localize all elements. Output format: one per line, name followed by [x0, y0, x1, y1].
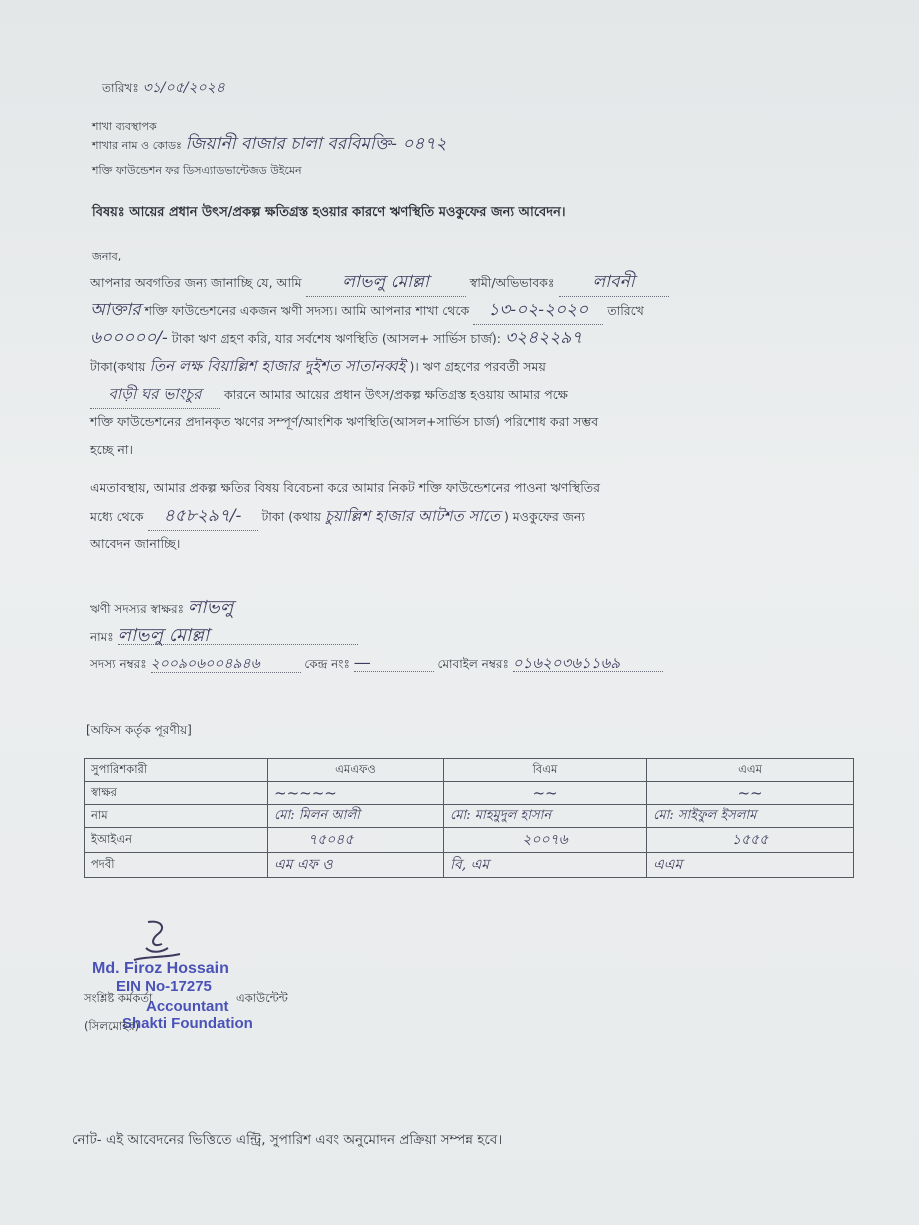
text: শক্তি ফাউন্ডেশনের একজন ঋণী সদস্য। আমি আপনার শাখা থেকে	[144, 303, 470, 318]
stamp-title: Accountant	[146, 998, 229, 1015]
mobile-number: ০১৬২০৩৬১১৬৯	[513, 655, 663, 672]
text: টাকা(কথায়	[90, 359, 146, 374]
body-line-3	[90, 324, 582, 353]
table-row	[85, 782, 854, 805]
applicant-name: লাভলু মোল্লা	[306, 268, 466, 297]
guardian-name: লাবনী	[559, 268, 669, 297]
name-cell: মো: মিলন আলী	[268, 805, 444, 828]
text: মধ্যে থেকে	[90, 509, 144, 524]
body-line-4	[90, 352, 546, 381]
member-signature: লাভলু	[187, 597, 234, 618]
branch-value: জিয়ানী বাজার চালা বরবিমক্তি- ০৪৭২	[185, 134, 447, 154]
recommendation-table	[84, 758, 854, 878]
date-line	[102, 80, 225, 96]
member-signature-label: ঋণী সদস্যর স্বাক্ষরঃ	[90, 602, 184, 616]
row-label: পদবী	[85, 853, 268, 878]
designation-cell: বি, এম	[443, 853, 646, 878]
branch-manager: শাখা ব্যবস্থাপক	[92, 120, 157, 133]
header-cell: বিএম	[443, 759, 646, 782]
text: টাকা (কথায়	[261, 509, 321, 524]
signature-cell: ~~	[647, 782, 854, 805]
salutation: জনাব,	[92, 250, 122, 263]
ein-cell: ২০০৭৬	[443, 828, 646, 853]
text: স্বামী/অভিভাবকঃ	[469, 275, 555, 290]
body-line-10: আবেদন জানাচ্ছি।	[90, 536, 181, 551]
damage-cause: বাড়ী ঘর ভাংচুর	[90, 380, 220, 409]
name-cell: মো: মাহমুদুল হাসান	[443, 805, 646, 828]
body-line-8: এমতাবস্থায়, আমার প্রকল্প ক্ষতির বিষয় বিবেচনা করে আমার নিকট শক্তি ফাউন্ডেশনের পাওনা ঋণস্থিতির	[90, 480, 601, 495]
stamp-ein: EIN No-17275	[116, 978, 212, 995]
row-label: ইআইএন	[85, 828, 268, 853]
mobile-label: মোবাইল নম্বরঃ	[437, 657, 509, 671]
table-header-row	[85, 759, 854, 782]
branch-line	[92, 136, 447, 154]
date-label: তারিখঃ	[102, 81, 139, 95]
member-name-label: নামঃ	[90, 630, 114, 644]
row-label: নাম	[85, 805, 268, 828]
waiver-amount: ৪৫৮২৯৭/-	[148, 502, 258, 531]
office-note: [অফিস কর্তৃক পূরণীয়]	[86, 723, 192, 737]
stamp-name: Md. Firoz Hossain	[92, 960, 229, 977]
officer-seal: (সিলমোহর)	[84, 1019, 140, 1033]
signature-cell: ~~	[443, 782, 646, 805]
guardian-name-2: আক্তার	[90, 300, 141, 320]
member-signature-line	[90, 597, 234, 618]
text: )। ঋণ গ্রহণের পরবর্তী সময়	[409, 359, 546, 374]
signature-cell: ~~~~~	[268, 782, 444, 805]
member-number: ২০০৯০৬০০৪৯৪৬	[151, 656, 301, 673]
table-row	[85, 805, 854, 828]
table-row	[85, 828, 854, 853]
table-row	[85, 853, 854, 878]
stamp-org: Shakti Foundation	[122, 1015, 253, 1032]
body-line-6: শক্তি ফাউন্ডেশনের প্রদানকৃত ঋণের সম্পূর্ণ/আংশিক ঋণস্থিতি(আসল+সার্ভিস চার্জ) পরিশোধ করা সম্ভব	[90, 414, 599, 429]
center-number: —	[354, 655, 434, 672]
body-line-9	[90, 502, 585, 531]
officer-line	[84, 990, 288, 1006]
subject: বিষয়ঃ আয়ের প্রধান উৎস/প্রকল্প ক্ষতিগ্রস্ত হওয়ার কারণে ঋণস্থিতি মওকুফের জন্য আবেদন।	[92, 205, 566, 220]
text: কারনে আমার আয়ের প্রধান উৎস/প্রকল্প ক্ষতিগ্রস্ত হওয়ায় আমার পক্ষে	[223, 387, 568, 402]
body-line-2	[90, 296, 644, 325]
member-name-line	[90, 625, 358, 646]
accountant-signature-icon	[128, 918, 188, 964]
ein-cell: ১৫৫৫	[647, 828, 854, 853]
member-name: লাভলু মোল্লা	[118, 628, 358, 645]
member-number-line	[90, 655, 663, 673]
header-cell: এমএফও	[268, 759, 444, 782]
name-cell: মো: সাইফুল ইসলাম	[647, 805, 854, 828]
loan-date: ১৩-০২-২০২০	[473, 296, 603, 325]
header-cell: সুপারিশকারী	[85, 759, 268, 782]
member-number-label: সদস্য নম্বরঃ	[90, 657, 147, 671]
body-line-5	[90, 380, 568, 409]
officer-designation: একাউন্টেন্ট	[236, 991, 288, 1005]
balance-amount: ৩২৪২২৯৭	[505, 328, 583, 348]
officer-title: সংশ্লিষ্ট কর্মকর্তা	[84, 991, 153, 1005]
date-value: ৩১/০৫/২০২৪	[142, 80, 225, 96]
loan-amount: ৬০০০০০/-	[90, 328, 168, 348]
designation-cell: এম এফ ও	[268, 853, 444, 878]
header-cell: এএম	[647, 759, 854, 782]
branch-label: শাখার নাম ও কোডঃ	[92, 139, 182, 152]
org-line: শক্তি ফাউন্ডেশন ফর ডিসএ্যাডভান্টেজড উইমেন	[92, 164, 302, 177]
ein-cell: ৭৫০৪৫	[268, 828, 444, 853]
waiver-words: চুয়াল্লিশ হাজার আটশত সাতে	[324, 507, 500, 525]
body-line-1	[90, 268, 669, 297]
row-label: স্বাক্ষর	[85, 782, 268, 805]
text: টাকা ঋণ গ্রহণ করি, যার সর্বশেষ ঋণস্থিতি (আসল+ সার্ভিস চার্জ):	[171, 331, 502, 346]
balance-words: তিন লক্ষ বিয়াল্লিশ হাজার দুইশত সাতানব্বই	[149, 357, 406, 375]
text: ) মওকুফের জন্য	[503, 509, 585, 524]
text: তারিখে	[607, 303, 644, 318]
body-line-7: হচ্ছে না।	[90, 442, 133, 457]
designation-cell: এএম	[647, 853, 854, 878]
center-label: কেন্দ্র নংঃ	[304, 657, 350, 671]
footer-note: নোট- এই আবেদনের ভিত্তিতে এন্ট্রি, সুপারিশ এবং অনুমোদন প্রক্রিয়া সম্পন্ন হবে।	[72, 1132, 503, 1148]
text: আপনার অবগতির জন্য জানাচ্ছি যে, আমি	[90, 275, 302, 290]
